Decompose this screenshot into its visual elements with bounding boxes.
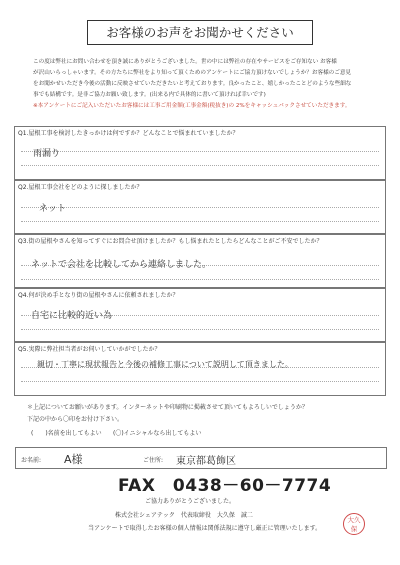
answer-text[interactable]: ネット (39, 204, 67, 214)
answer-text[interactable]: 自宅に比較的近い為 (31, 311, 113, 321)
address-value[interactable]: 東京都葛飾区 (176, 456, 236, 467)
question-label: Q2.屋根工事会社をどのように探しましたか？ (18, 184, 143, 191)
seal-stamp (343, 513, 365, 535)
answer-rule (21, 329, 379, 330)
question-label: Q1.屋根工事を検討したきっかけは何ですか？どんなことで悩まれていましたか？ (18, 130, 239, 137)
permission-question: ＊上記についてお願いがあります。インターネットや印刷物に掲載させて頂いてもよろしいでしょうか？ (27, 404, 308, 411)
answer-rule (21, 151, 379, 152)
answer-text[interactable]: 親切・丁寧に現状報告と今後の補修工事について説明して頂きました。 (37, 360, 293, 369)
name-value[interactable]: A様 (64, 453, 83, 466)
intro-line: 事でも結構です。是非ご協力お願い致します。(出来る内で具体的に書いて頂ければ幸いです) (33, 92, 266, 98)
name-label: お名前: (21, 457, 42, 464)
intro-text (33, 57, 381, 112)
seal-text: 大久 (347, 516, 361, 524)
answer-text[interactable]: ネットで会社を比較してから連絡しました。 (31, 260, 212, 270)
question-box-q4 (14, 288, 386, 342)
answer-rule (21, 381, 379, 382)
fax-number: FAX 0438－60－7774 (118, 476, 332, 496)
privacy-note: 当アンケートで取得したお客様の個人情報は関係法規に遵守し厳正に管理いたします。 (88, 525, 322, 532)
question-label: Q3.街の屋根やさんを知ってすぐにお問合せ頂けましたか？もし悩まれたとしたらどんなことがご不安でしたか？ (18, 238, 323, 245)
answer-text[interactable]: 雨漏り (33, 149, 61, 159)
intro-line: この度は弊社にお問い合わせを頂き誠にありがとうございました。世の中には弊社の存在やサービスをご存知ない お客様 (33, 59, 337, 65)
intro-line: をお聞かせいただき今後の活動に反映させていただきたいと考えております。良かったこと、嬉しかったことどのような些細な (33, 81, 352, 87)
question-box-q1 (14, 126, 386, 180)
option-name-allowed[interactable]: ( )名前を出してもよい (31, 430, 102, 437)
question-label: Q4.何が決め手となり街の屋根やさんに依頼されましたか？ (18, 292, 179, 299)
name-address-box (15, 447, 387, 469)
cashback-note: ※本アンケートにご記入いただいたお客様には工事ご用金額(工事金額(税抜き)の 2%をキャッシュバックさせていただきます。 (33, 103, 351, 109)
answer-rule (21, 221, 379, 222)
question-box-q2 (14, 180, 386, 234)
intro-line: が沢山いらっしゃいます。その方たちに弊社をより知って頂くためのアンケートにご協力頂けないでしょうか？お客様のご意見 (33, 70, 352, 76)
permission-instruction: 下記の中から〇印をお付け下さい。 (27, 416, 124, 423)
question-box-q3 (14, 234, 386, 288)
seal-text: 保 (350, 525, 358, 533)
footer-thanks: ご協力ありがとうございました。 (145, 498, 236, 505)
option-initial-allowed[interactable]: (〇)イニシャルなら出してもよい (113, 430, 202, 437)
answer-rule (21, 165, 379, 166)
question-label: Q5.実際に弊社担当者がお伺いしていかがでしたか？ (18, 346, 161, 353)
page-title: お客様のお声をお聞かせください (87, 20, 313, 45)
answer-rule (21, 207, 379, 208)
company-info: 株式会社シェアテック 代表取締役 大久保 誠二 (115, 512, 253, 519)
address-label: ご住所: (143, 457, 164, 464)
answer-rule (21, 279, 379, 280)
question-box-q5 (14, 342, 386, 396)
